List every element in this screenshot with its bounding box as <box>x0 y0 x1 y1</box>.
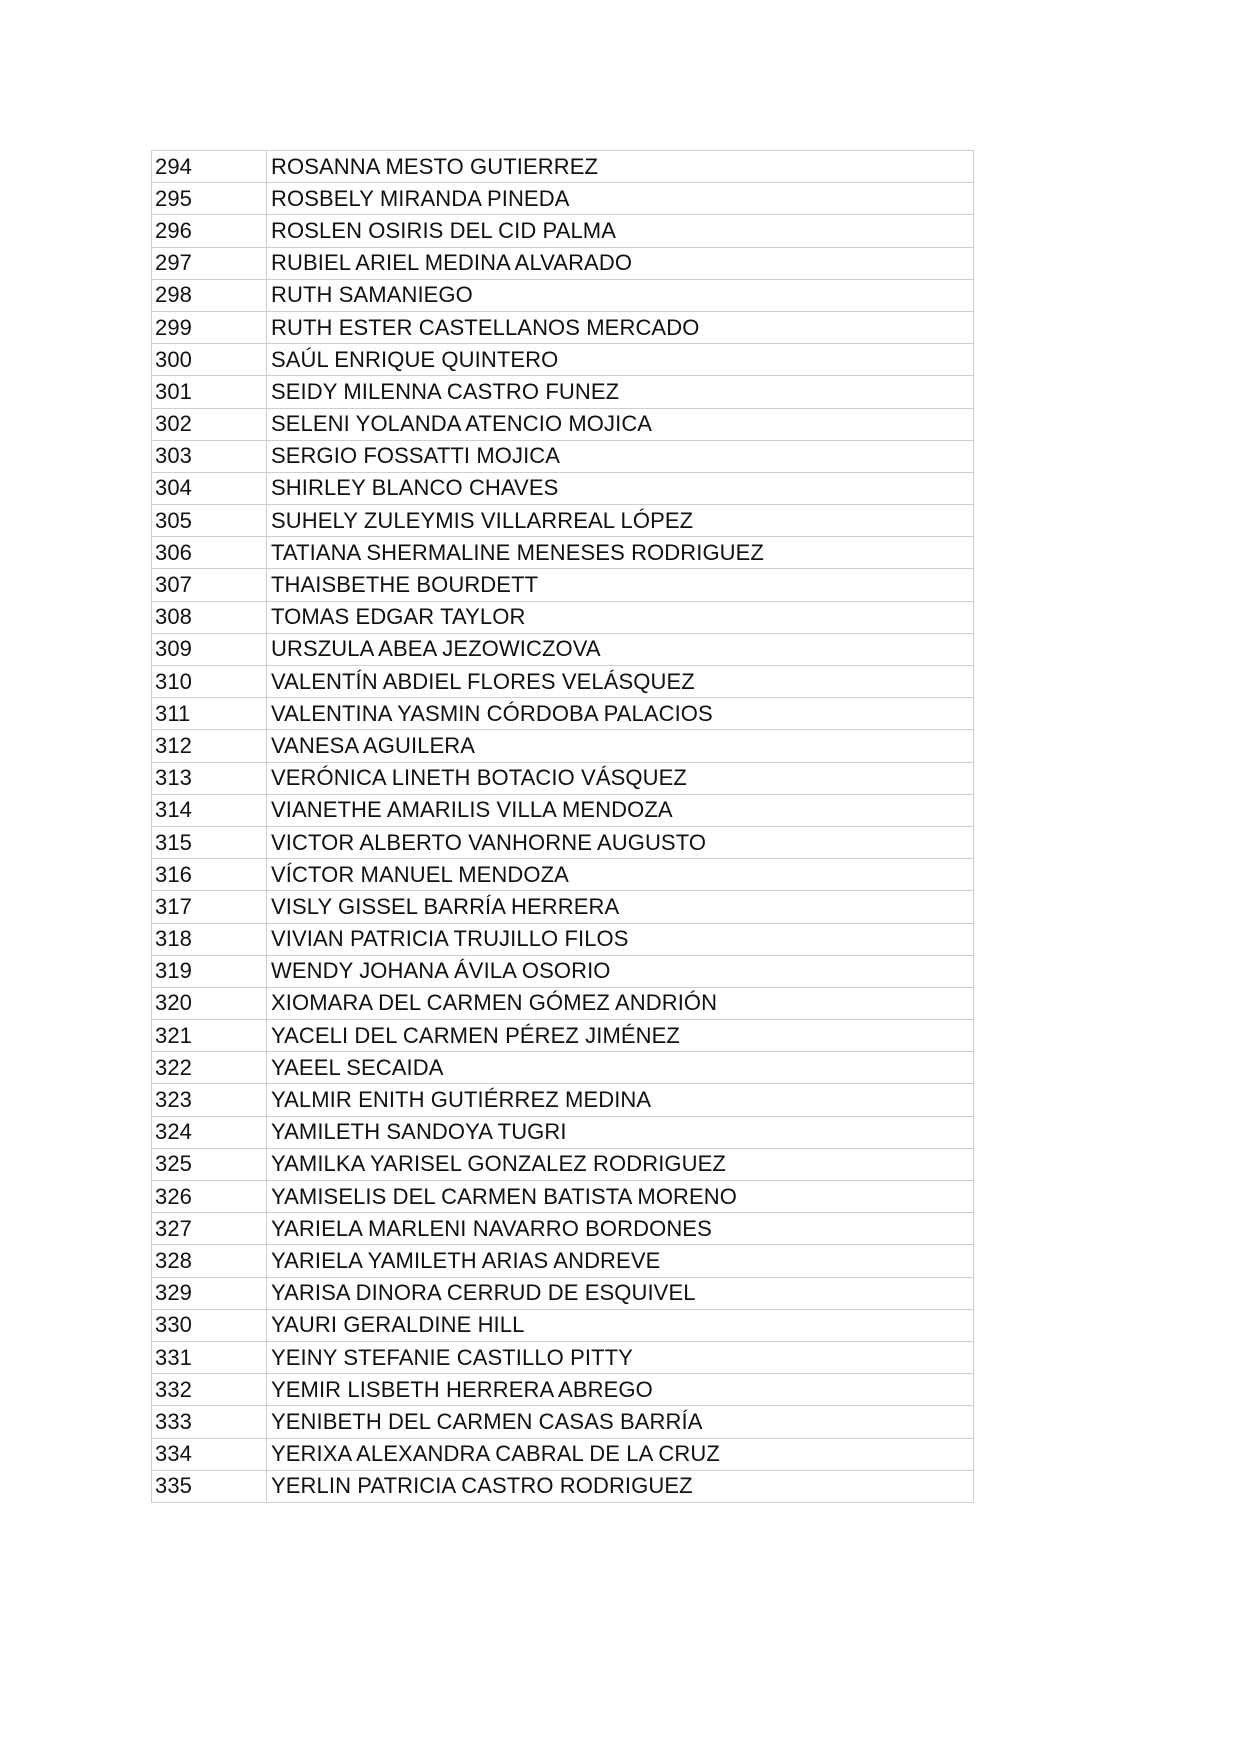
table-row <box>152 1309 974 1341</box>
table-row <box>152 1181 974 1213</box>
table-row <box>152 1245 974 1277</box>
row-name: YAMILETH SANDOYA TUGRI <box>267 1116 974 1148</box>
row-number: 297 <box>152 247 267 279</box>
table-row <box>152 762 974 794</box>
table-row <box>152 1277 974 1309</box>
table-row <box>152 1116 974 1148</box>
row-number: 301 <box>152 376 267 408</box>
table-row <box>152 698 974 730</box>
table-row <box>152 859 974 891</box>
table-row <box>152 1374 974 1406</box>
row-name: RUTH ESTER CASTELLANOS MERCADO <box>267 311 974 343</box>
row-name: VALENTINA YASMIN CÓRDOBA PALACIOS <box>267 698 974 730</box>
table-row <box>152 1213 974 1245</box>
row-number: 302 <box>152 408 267 440</box>
table-row <box>152 891 974 923</box>
row-number: 326 <box>152 1181 267 1213</box>
row-number: 323 <box>152 1084 267 1116</box>
row-name: VIVIAN PATRICIA TRUJILLO FILOS <box>267 923 974 955</box>
row-name: YACELI DEL CARMEN PÉREZ JIMÉNEZ <box>267 1020 974 1052</box>
row-name: VERÓNICA LINETH BOTACIO VÁSQUEZ <box>267 762 974 794</box>
table-row <box>152 1438 974 1470</box>
row-number: 335 <box>152 1470 267 1502</box>
table-row <box>152 376 974 408</box>
table-row <box>152 633 974 665</box>
row-number: 315 <box>152 826 267 858</box>
row-number: 334 <box>152 1438 267 1470</box>
table-row <box>152 151 974 183</box>
row-number: 298 <box>152 279 267 311</box>
row-number: 313 <box>152 762 267 794</box>
table-row <box>152 730 974 762</box>
table-row <box>152 1020 974 1052</box>
row-name: TOMAS EDGAR TAYLOR <box>267 601 974 633</box>
row-name: YAMILKA YARISEL GONZALEZ RODRIGUEZ <box>267 1148 974 1180</box>
row-name: XIOMARA DEL CARMEN GÓMEZ ANDRIÓN <box>267 987 974 1019</box>
row-name: YENIBETH DEL CARMEN CASAS BARRÍA <box>267 1406 974 1438</box>
row-number: 309 <box>152 633 267 665</box>
table-row <box>152 1084 974 1116</box>
table-row <box>152 923 974 955</box>
row-number: 299 <box>152 311 267 343</box>
row-number: 319 <box>152 955 267 987</box>
table-row <box>152 1341 974 1373</box>
row-name: YEINY STEFANIE CASTILLO PITTY <box>267 1341 974 1373</box>
row-name: YARIELA YAMILETH ARIAS ANDREVE <box>267 1245 974 1277</box>
row-number: 314 <box>152 794 267 826</box>
row-number: 332 <box>152 1374 267 1406</box>
row-number: 303 <box>152 440 267 472</box>
row-number: 324 <box>152 1116 267 1148</box>
row-number: 304 <box>152 472 267 504</box>
table-row <box>152 601 974 633</box>
row-number: 305 <box>152 505 267 537</box>
row-number: 300 <box>152 344 267 376</box>
row-number: 322 <box>152 1052 267 1084</box>
row-number: 308 <box>152 601 267 633</box>
row-number: 327 <box>152 1213 267 1245</box>
row-name: VALENTÍN ABDIEL FLORES VELÁSQUEZ <box>267 666 974 698</box>
table-row <box>152 215 974 247</box>
table-row <box>152 794 974 826</box>
table-row <box>152 505 974 537</box>
table-row <box>152 826 974 858</box>
table-row <box>152 1052 974 1084</box>
row-name: SERGIO FOSSATTI MOJICA <box>267 440 974 472</box>
row-name: VIANETHE AMARILIS VILLA MENDOZA <box>267 794 974 826</box>
table-row <box>152 569 974 601</box>
row-name: SAÚL ENRIQUE QUINTERO <box>267 344 974 376</box>
row-number: 312 <box>152 730 267 762</box>
row-name: VÍCTOR MANUEL MENDOZA <box>267 859 974 891</box>
row-number: 325 <box>152 1148 267 1180</box>
table-row <box>152 440 974 472</box>
row-name: YALMIR ENITH GUTIÉRREZ MEDINA <box>267 1084 974 1116</box>
row-name: YARISA DINORA CERRUD DE ESQUIVEL <box>267 1277 974 1309</box>
row-name: YERLIN PATRICIA CASTRO RODRIGUEZ <box>267 1470 974 1502</box>
row-number: 294 <box>152 151 267 183</box>
row-name: RUBIEL ARIEL MEDINA ALVARADO <box>267 247 974 279</box>
name-list-body <box>152 151 974 1503</box>
row-number: 333 <box>152 1406 267 1438</box>
table-row <box>152 1470 974 1502</box>
row-name: SEIDY MILENNA CASTRO FUNEZ <box>267 376 974 408</box>
table-row <box>152 472 974 504</box>
row-name: ROSLEN OSIRIS DEL CID PALMA <box>267 215 974 247</box>
table-row <box>152 537 974 569</box>
row-number: 296 <box>152 215 267 247</box>
row-number: 295 <box>152 183 267 215</box>
row-name: VISLY GISSEL BARRÍA HERRERA <box>267 891 974 923</box>
table-row <box>152 311 974 343</box>
name-list-table <box>151 150 974 1503</box>
row-number: 330 <box>152 1309 267 1341</box>
table-row <box>152 344 974 376</box>
row-name: WENDY JOHANA ÁVILA OSORIO <box>267 955 974 987</box>
row-number: 331 <box>152 1341 267 1373</box>
row-name: YAMISELIS DEL CARMEN BATISTA MORENO <box>267 1181 974 1213</box>
table-row <box>152 183 974 215</box>
row-name: SHIRLEY BLANCO CHAVES <box>267 472 974 504</box>
row-name: RUTH SAMANIEGO <box>267 279 974 311</box>
row-name: THAISBETHE BOURDETT <box>267 569 974 601</box>
row-number: 316 <box>152 859 267 891</box>
row-number: 310 <box>152 666 267 698</box>
table-row <box>152 1148 974 1180</box>
row-number: 321 <box>152 1020 267 1052</box>
row-name: SUHELY ZULEYMIS VILLARREAL LÓPEZ <box>267 505 974 537</box>
row-number: 311 <box>152 698 267 730</box>
table-row <box>152 247 974 279</box>
row-name: YEMIR LISBETH HERRERA ABREGO <box>267 1374 974 1406</box>
row-number: 320 <box>152 987 267 1019</box>
row-name: ROSANNA MESTO GUTIERREZ <box>267 151 974 183</box>
table-row <box>152 666 974 698</box>
table-row <box>152 1406 974 1438</box>
table-row <box>152 279 974 311</box>
row-name: SELENI YOLANDA ATENCIO MOJICA <box>267 408 974 440</box>
row-name: YARIELA MARLENI NAVARRO BORDONES <box>267 1213 974 1245</box>
row-name: YERIXA ALEXANDRA CABRAL DE LA CRUZ <box>267 1438 974 1470</box>
row-name: URSZULA ABEA JEZOWICZOVA <box>267 633 974 665</box>
row-name: VANESA AGUILERA <box>267 730 974 762</box>
row-number: 318 <box>152 923 267 955</box>
row-number: 317 <box>152 891 267 923</box>
table-row <box>152 987 974 1019</box>
row-number: 328 <box>152 1245 267 1277</box>
row-name: VICTOR ALBERTO VANHORNE AUGUSTO <box>267 826 974 858</box>
row-number: 306 <box>152 537 267 569</box>
table-row <box>152 408 974 440</box>
row-name: ROSBELY MIRANDA PINEDA <box>267 183 974 215</box>
row-number: 329 <box>152 1277 267 1309</box>
row-name: TATIANA SHERMALINE MENESES RODRIGUEZ <box>267 537 974 569</box>
row-name: YAEEL SECAIDA <box>267 1052 974 1084</box>
row-number: 307 <box>152 569 267 601</box>
row-name: YAURI GERALDINE HILL <box>267 1309 974 1341</box>
table-row <box>152 955 974 987</box>
